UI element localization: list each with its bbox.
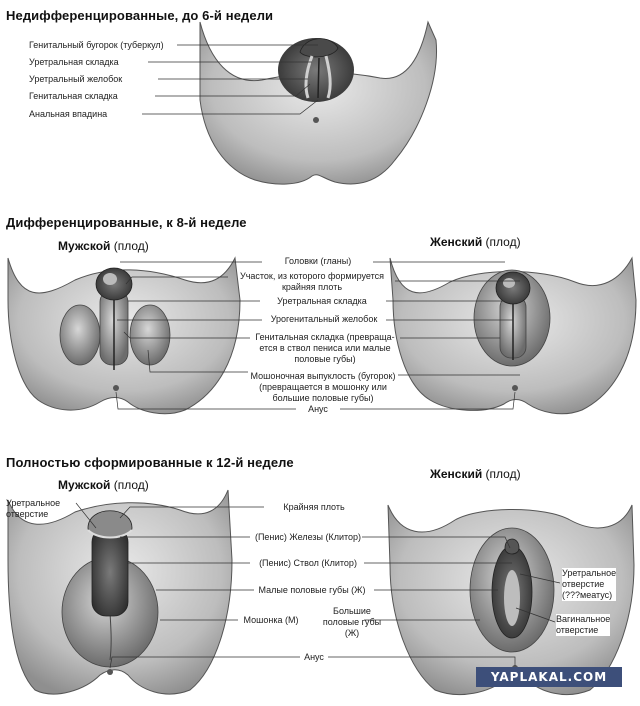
diff-male-label: Мужской	[58, 239, 111, 253]
full-female-title	[430, 467, 521, 481]
diff-male-glans	[96, 268, 132, 300]
diff-male-anus	[113, 385, 119, 391]
full-female-urethral-opening-label: Уретральное отверстие (???меатус)	[562, 568, 617, 600]
diff-label-foreskin-area: Участок, из которого формируется крайняя плоть	[239, 271, 385, 292]
diff-male-fetus: (плод)	[113, 239, 149, 253]
full-male-anus	[107, 669, 113, 675]
full-female-fetus: (плод)	[485, 467, 521, 481]
undiff-title: Недифференцированные, до 6-й недели	[6, 8, 274, 23]
diff-female-label: Женский	[430, 235, 483, 249]
full-female-vestibule	[504, 570, 520, 626]
diff-label-anus: Анус	[308, 404, 328, 414]
full-male-label: Мужской	[58, 478, 111, 492]
diff-label-glans: Головки (гланы)	[284, 256, 352, 266]
diff-label-urogenital-groove: Урогенитальный желобок	[270, 314, 378, 324]
diff-label-scrotal-swelling: Мошоночная выпуклость (бугорок) (превращается в мошонку или большие половые губы)	[250, 371, 396, 403]
full-male-fetus: (плод)	[113, 478, 149, 492]
undiff-groove	[318, 58, 319, 98]
diff-female-fetus: (плод)	[485, 235, 521, 249]
undiff-label-anal-pit: Анальная впадина	[29, 109, 108, 119]
full-male-illustration	[8, 490, 232, 694]
undiff-label-genital-fold: Генитальная складка	[29, 91, 118, 101]
watermark-logo: YAPLAKAL.COM	[476, 667, 622, 687]
diff-female-title	[430, 235, 521, 249]
undiff-anal-pit	[313, 117, 319, 123]
full-label-foreskin: Крайняя плоть	[283, 502, 345, 512]
undiff-label-urethral-fold: Уретральная складка	[29, 57, 119, 67]
full-label-scrotum: Мошонка (М)	[243, 615, 299, 625]
diff-male-illustration	[8, 258, 240, 414]
diff-male-scrotal-swelling-right	[130, 305, 170, 365]
undiff-illustration	[200, 22, 437, 184]
full-title: Полностью сформированные к 12-й неделе	[6, 455, 294, 470]
full-label-labia-majora: Большие половые губы (Ж)	[322, 606, 382, 638]
diff-label-genital-fold: Генитальная складка (превраща- ется в ствол пениса или малые половые губы)	[255, 332, 395, 364]
full-label-shaft: (Пенис) Ствол (Клитор)	[259, 558, 357, 568]
full-male-shaft	[92, 528, 128, 616]
diff-male-scrotal-swelling-left	[60, 305, 100, 365]
diff-title: Дифференцированные, к 8-й неделе	[6, 215, 247, 230]
full-label-glands: (Пенис) Железы (Клитор)	[254, 532, 362, 542]
diff-female-glans-highlight	[503, 278, 515, 288]
full-female-label: Женский	[430, 467, 483, 481]
full-label-labia-minora: Малые половые губы (Ж)	[258, 585, 366, 595]
full-female-vaginal-opening-label: Вагинальное отверстие	[556, 614, 611, 635]
full-label-anus: Анус	[304, 652, 324, 662]
full-male-title	[58, 478, 149, 492]
diff-female-illustration	[390, 258, 636, 414]
diff-female-glans	[496, 272, 530, 304]
undiff-label-urethral-groove: Уретральный желобок	[29, 74, 123, 84]
diff-label-urethral-fold: Уретральная складка	[277, 296, 367, 306]
diff-male-glans-highlight	[103, 273, 117, 285]
diff-male-title	[58, 239, 149, 253]
full-male-urethral-opening-label: Уретральное отверстие	[6, 498, 61, 519]
undiff-label-tubercle: Генитальный бугорок (туберкул)	[29, 40, 164, 50]
diff-female-anus	[512, 385, 518, 391]
